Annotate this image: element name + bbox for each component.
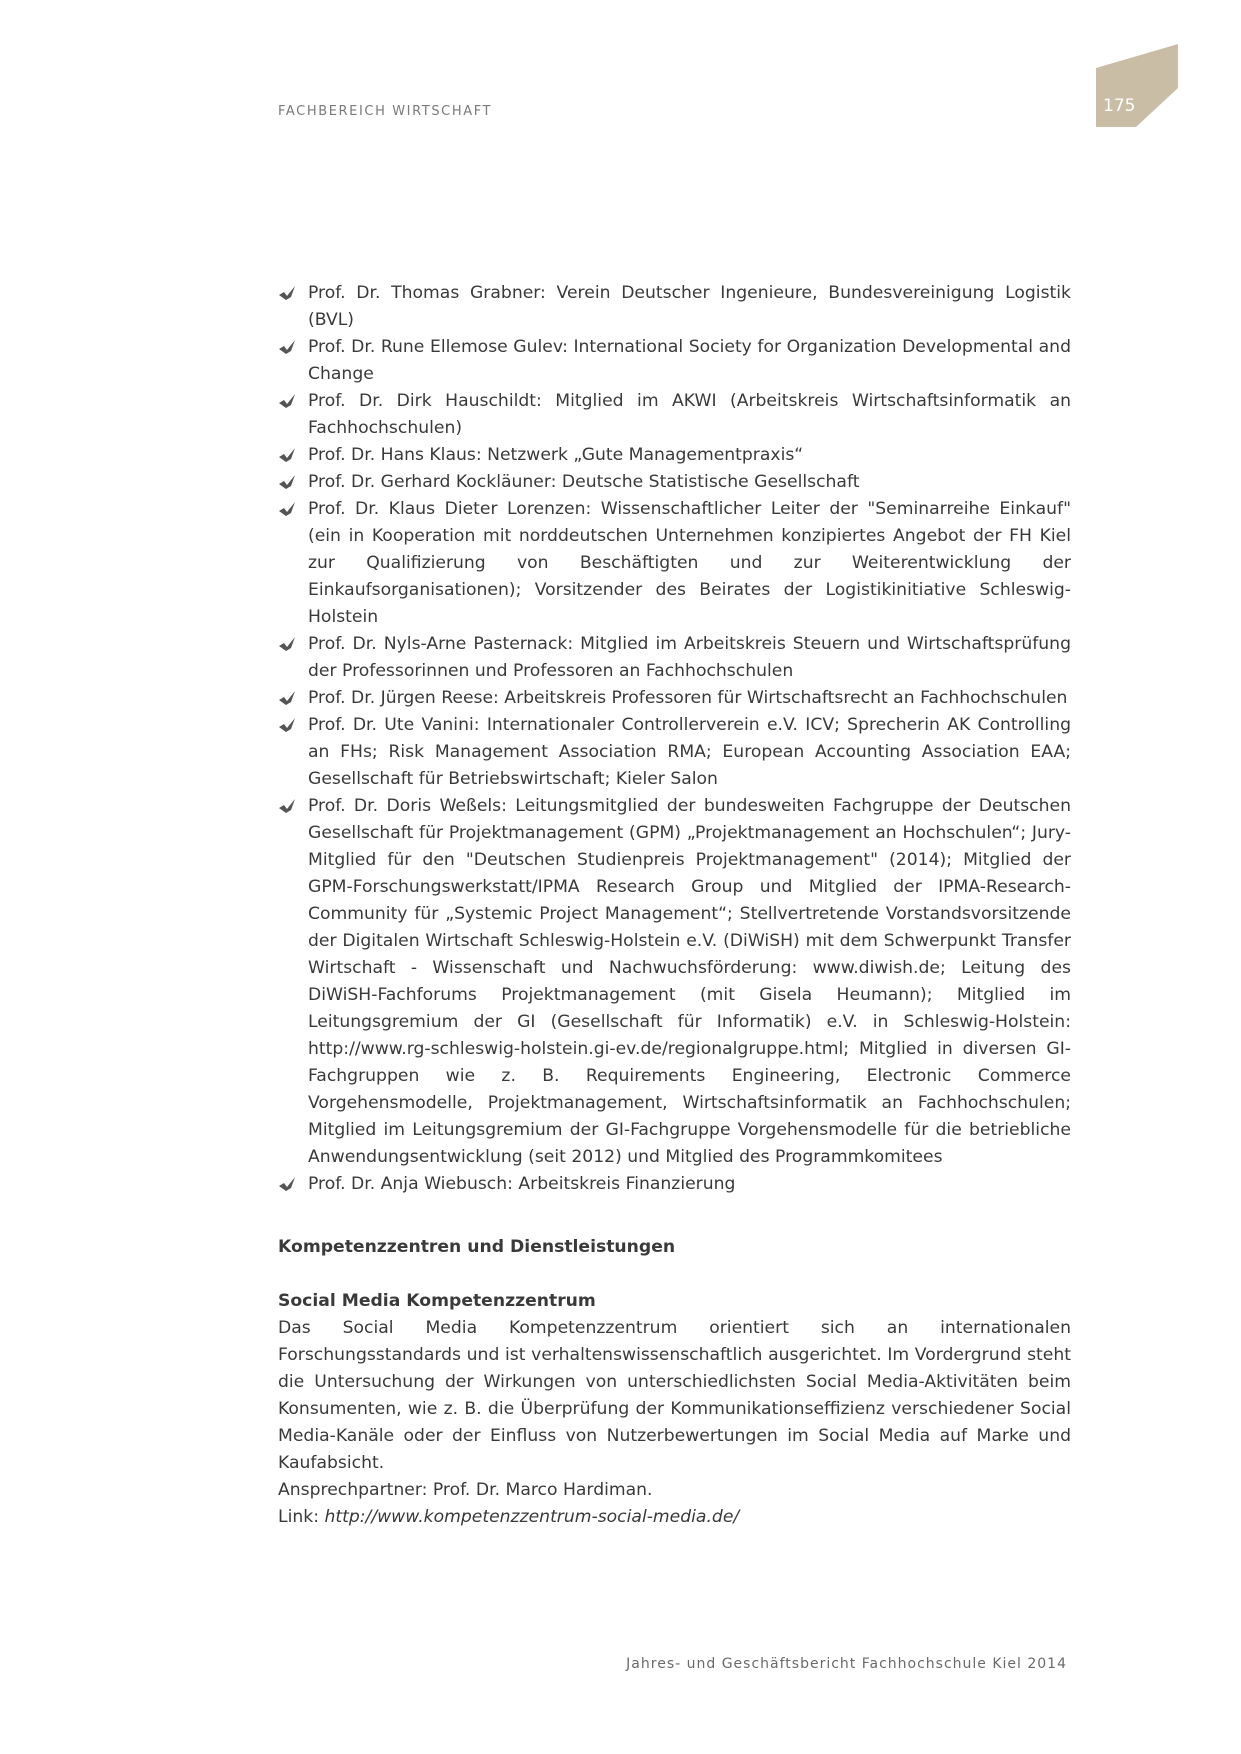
pencil-check-icon [278,447,296,463]
link-label: Link: [278,1507,319,1527]
pencil-check-icon [278,1176,296,1192]
list-item [278,280,1071,334]
membership-text: Prof. Dr. Gerhard Kockläuner: Deutsche Statistische Gesellschaft [308,472,860,492]
pencil-check-icon [278,339,296,355]
pencil-check-icon [278,285,296,301]
list-item [278,442,1071,469]
website-link[interactable]: http://www.kompetenzzentrum-social-media.de/ [324,1507,740,1527]
pencil-check-icon [278,798,296,814]
footer-text: Jahres- und Geschäftsbericht Fachhochschule Kiel 2014 [626,1656,1067,1672]
membership-text: Prof. Dr. Klaus Dieter Lorenzen: Wissenschaftlicher Leiter der "Seminarreihe Einkauf" (ein in Kooperation mit norddeutschen Unternehmen konzipiertes Angebot der FH Kiel zur Qualifizierung von Beschäftigten und zur Weiterentwicklung der Einkaufsorganisationen); Vorsitzender des Beirates der Logistikinitiative Schleswig-Holstein [308,499,1071,627]
section-label: FACHBEREICH WIRTSCHAFT [278,104,493,119]
membership-list [278,280,1071,1198]
membership-text: Prof. Dr. Jürgen Reese: Arbeitskreis Professoren für Wirtschaftsrecht an Fachhochschulen [308,688,1068,708]
membership-text: Prof. Dr. Nyls-Arne Pasternack: Mitglied im Arbeitskreis Steuern und Wirtschaftsprüfung der Professorinnen und Professoren an Fachhochschulen [308,634,1071,681]
main-content [278,280,1071,1531]
list-item [278,496,1071,631]
list-item [278,334,1071,388]
link-line [278,1504,1071,1531]
list-item [278,388,1071,442]
membership-text: Prof. Dr. Thomas Grabner: Verein Deutscher Ingenieure, Bundesvereinigung Logistik (BVL) [308,283,1071,330]
page-number: 175 [1103,96,1136,116]
list-item [278,685,1071,712]
contact-line: Ansprechpartner: Prof. Dr. Marco Hardiman. [278,1480,653,1500]
pencil-check-icon [278,690,296,706]
subsection-heading: Social Media Kompetenzzentrum [278,1291,596,1311]
pencil-check-icon [278,393,296,409]
list-item [278,631,1071,685]
membership-text: Prof. Dr. Dirk Hauschildt: Mitglied im AKWI (Arbeitskreis Wirtschaftsinformatik an Fachhochschulen) [308,391,1071,438]
membership-text: Prof. Dr. Rune Ellemose Gulev: International Society for Organization Developmental and Change [308,337,1071,384]
pencil-check-icon [278,717,296,733]
membership-text: Prof. Dr. Doris Weßels: Leitungsmitglied der bundesweiten Fachgruppe der Deutschen Gesellschaft für Projektmanagement (GPM) „Projektmanagement an Hochschulen“; Jury-Mitglied für den "Deutschen Studienpreis Projektmanagement" (2014); Mitglied der GPM-Forschungswerkstatt/IPMA Research Group und Mitglied der IPMA-Research-Community für „Systemic Project Management“; Stellvertretende Vorstandsvorsitzende der Digitalen Wirtschaft Schleswig-Holstein e.V. (DiWiSH) mit dem Schwerpunkt Transfer Wirtschaft - Wissenschaft und Nachwuchsförderung: www.diwish.de; Leitung des DiWiSH-Fachforums Projektmanagement (mit Gisela Heumann); Mitglied im Leitungsgremium der GI (Gesellschaft für Informatik) e.V. in Schleswig-Holstein: http://www.rg-schleswig-holstein.gi-ev.de/regionalgruppe.html; Mitglied in diversen GI-Fachgruppen wie z. B. Requirements Engineering, Electronic Commerce Vorgehensmodelle, Projektmanagement, Wirtschaftsinformatik an Fachhochschulen; Mitglied im Leitungsgremium der GI-Fachgruppe Vorgehensmodelle für die betriebliche Anwendungsentwicklung (seit 2012) und Mitglied des Programmkomitees [308,796,1071,1167]
list-item [278,793,1071,1171]
membership-text: Prof. Dr. Hans Klaus: Netzwerk „Gute Managementpraxis“ [308,445,804,465]
pencil-check-icon [278,474,296,490]
list-item [278,1171,1071,1198]
section-heading: Kompetenzzentren und Dienstleistungen [278,1237,676,1257]
list-item [278,712,1071,793]
membership-text: Prof. Dr. Ute Vanini: Internationaler Controllerverein e.V. ICV; Sprecherin AK Controlling an FHs; Risk Management Association RMA; European Accounting Association EAA; Gesellschaft für Betriebswirtschaft; Kieler Salon [308,715,1071,789]
section-body: Das Social Media Kompetenzzentrum orientiert sich an internationalen Forschungsstandards und ist verhaltenswissenschaftlich ausgerichtet. Im Vordergrund steht die Untersuchung der Wirkungen von unterschiedlichsten Social Media-Aktivitäten beim Konsumenten, wie z. B. die Überprüfung der Kommunikationseffizienz verschiedener Social Media-Kanäle oder der Einfluss von Nutzerbewertungen im Social Media auf Marke und Kaufabsicht. [278,1318,1071,1473]
list-item [278,469,1071,496]
membership-text: Prof. Dr. Anja Wiebusch: Arbeitskreis Finanzierung [308,1174,736,1194]
pencil-check-icon [278,501,296,517]
pencil-check-icon [278,636,296,652]
